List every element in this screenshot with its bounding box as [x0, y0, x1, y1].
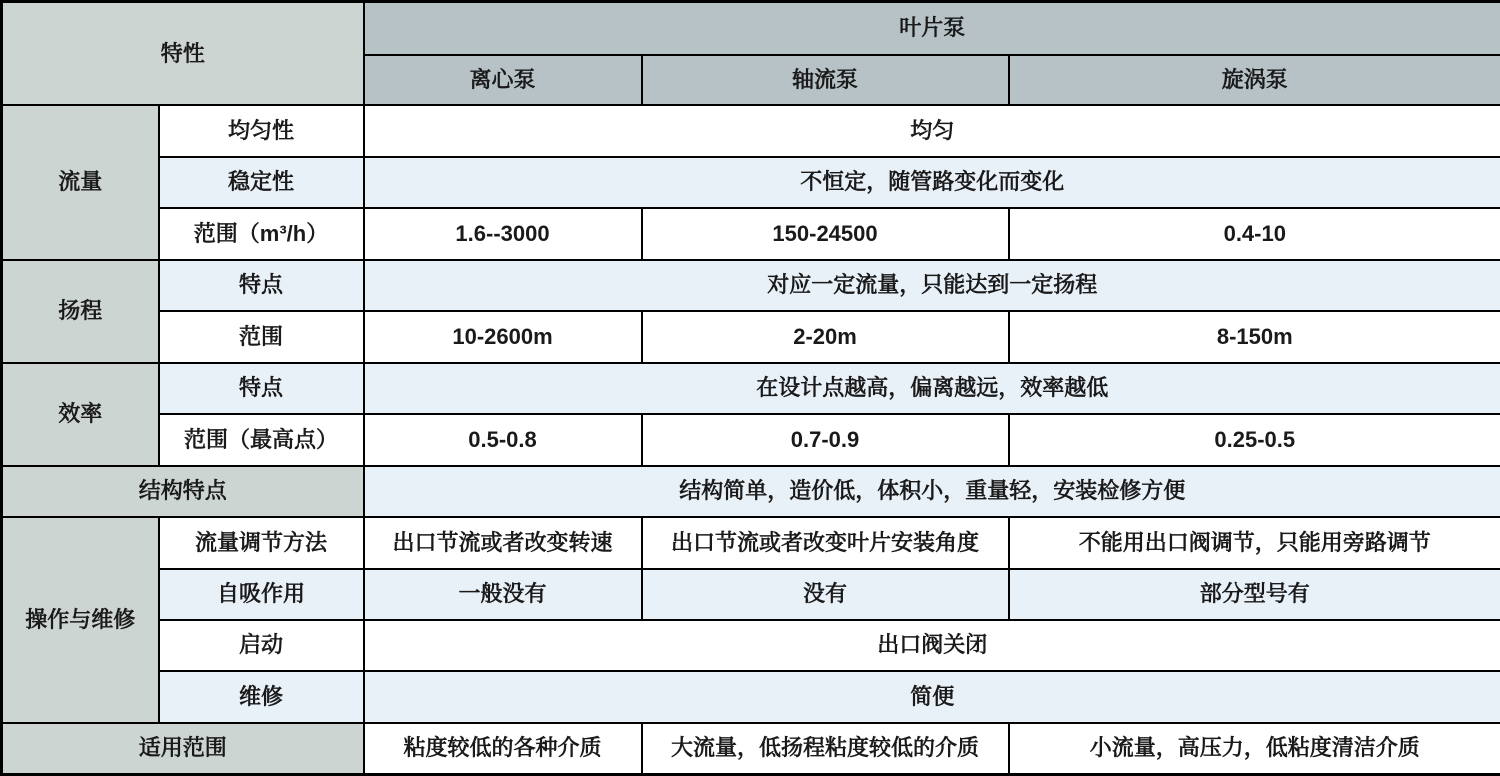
value-cell: 0.25-0.5	[1009, 414, 1500, 465]
value-cell: 粘度较低的各种介质	[364, 723, 642, 775]
sub-label-cell: 特点	[159, 363, 364, 414]
value-cell: 8-150m	[1009, 311, 1500, 362]
sub-label-cell: 启动	[159, 620, 364, 671]
table-row	[2, 466, 1500, 517]
header-pump-family-cell: 叶片泵	[364, 2, 1500, 55]
merged-value-cell: 不恒定，随管路变化而变化	[364, 157, 1500, 208]
value-cell: 1.6--3000	[364, 208, 642, 259]
header-row-1	[2, 2, 1500, 55]
merged-value-cell: 出口阀关闭	[364, 620, 1500, 671]
value-cell: 没有	[642, 569, 1009, 620]
value-cell: 0.5-0.8	[364, 414, 642, 465]
sub-label-cell: 均匀性	[159, 105, 364, 156]
value-cell: 不能用出口阀调节，只能用旁路调节	[1009, 517, 1500, 568]
wide-label-cell-application: 适用范围	[2, 723, 364, 775]
table-row	[2, 517, 1500, 568]
sub-label-cell: 自吸作用	[159, 569, 364, 620]
value-cell: 出口节流或者改变转速	[364, 517, 642, 568]
table-row	[2, 723, 1500, 775]
merged-value-cell: 结构简单，造价低，体积小，重量轻，安装检修方便	[364, 466, 1500, 517]
group-cell-head: 扬程	[2, 260, 159, 363]
merged-value-cell: 简便	[364, 671, 1500, 722]
value-cell: 大流量，低扬程粘度较低的介质	[642, 723, 1009, 775]
sub-label-cell: 维修	[159, 671, 364, 722]
header-pump-type-vortex: 旋涡泵	[1009, 55, 1500, 105]
merged-value-cell: 均匀	[364, 105, 1500, 156]
sub-label-cell: 范围	[159, 311, 364, 362]
sub-label-cell: 范围（m³/h）	[159, 208, 364, 259]
header-feature-cell: 特性	[2, 2, 364, 106]
value-cell: 0.7-0.9	[642, 414, 1009, 465]
table-row	[2, 414, 1500, 465]
table-row	[2, 157, 1500, 208]
value-cell: 一般没有	[364, 569, 642, 620]
header-pump-type-axial: 轴流泵	[642, 55, 1009, 105]
table-row	[2, 569, 1500, 620]
table-row	[2, 671, 1500, 722]
table-row	[2, 105, 1500, 156]
sub-label-cell: 范围（最高点）	[159, 414, 364, 465]
group-cell-operation: 操作与维修	[2, 517, 159, 723]
table-row	[2, 311, 1500, 362]
value-cell: 150-24500	[642, 208, 1009, 259]
header-pump-type-centrifugal: 离心泵	[364, 55, 642, 105]
table-row	[2, 260, 1500, 311]
merged-value-cell: 在设计点越高，偏离越远，效率越低	[364, 363, 1500, 414]
value-cell: 2-20m	[642, 311, 1009, 362]
table-row	[2, 208, 1500, 259]
merged-value-cell: 对应一定流量，只能达到一定扬程	[364, 260, 1500, 311]
value-cell: 10-2600m	[364, 311, 642, 362]
group-cell-efficiency: 效率	[2, 363, 159, 466]
wide-label-cell-structure: 结构特点	[2, 466, 364, 517]
value-cell: 出口节流或者改变叶片安装角度	[642, 517, 1009, 568]
table-row	[2, 620, 1500, 671]
group-cell-flow: 流量	[2, 105, 159, 259]
sub-label-cell: 稳定性	[159, 157, 364, 208]
value-cell: 0.4-10	[1009, 208, 1500, 259]
table-row	[2, 363, 1500, 414]
value-cell: 小流量，高压力，低粘度清洁介质	[1009, 723, 1500, 775]
sub-label-cell: 流量调节方法	[159, 517, 364, 568]
value-cell: 部分型号有	[1009, 569, 1500, 620]
sub-label-cell: 特点	[159, 260, 364, 311]
